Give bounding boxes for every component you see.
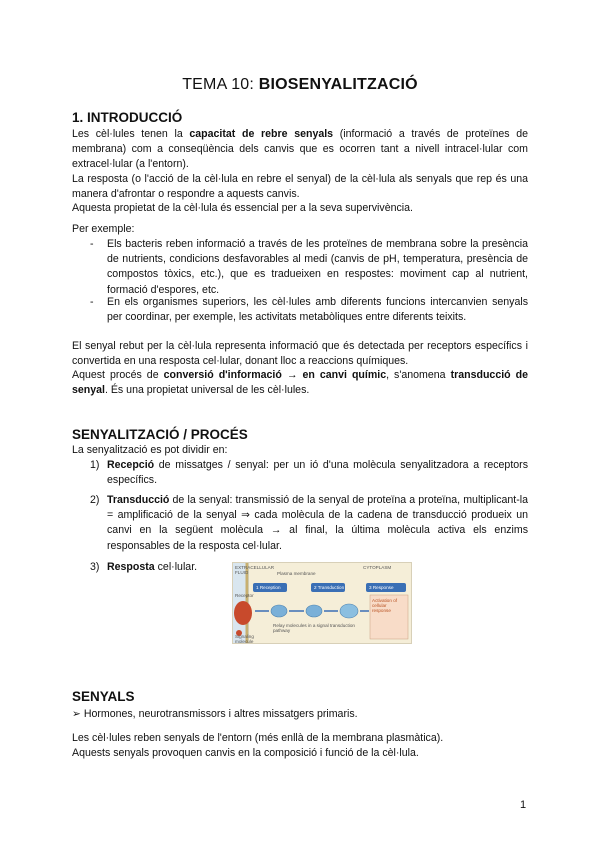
relay-molecule-1 xyxy=(271,605,287,617)
figure-label: Relay molecules in a signal transduction pathway xyxy=(273,623,355,633)
figure-label: 2 Transduction xyxy=(314,585,345,590)
receptor-shape xyxy=(234,601,252,625)
relay-molecule-3 xyxy=(340,604,358,618)
page-number: 1 xyxy=(520,799,527,811)
figure-label: 1 Reception xyxy=(256,585,281,590)
figure-label: 3 Response xyxy=(369,585,394,590)
senyals-paragraph-1: Les cèl·lules reben senyals de l'entorn (més enllà de la membrana plasmàtica). xyxy=(72,732,444,744)
section-heading-senyals: SENYALS xyxy=(72,689,135,704)
senyals-paragraph-2: Aquests senyals provoquen canvis en la composició i funció de la cèl·lula. xyxy=(72,747,419,759)
intro-paragraph-1: Les cèl·lules tenen la capacitat de rebre senyals (informació a través de proteïnes de membrana) com a conseqüència dels canvis que es ocorren tant a nivell intracel·lular com extracel·lular (a l'entorn). xyxy=(72,128,528,171)
figure-label: Signaling molecule xyxy=(235,634,254,644)
section-heading-introduccio: 1. INTRODUCCIÓ xyxy=(72,110,183,125)
intro-paragraph-4: El senyal rebut per la cèl·lula representa informació que és detectada per receptors específics i convertida en una resposta cel·lular, donant lloc a reaccions químiques. xyxy=(72,340,528,368)
figure-label: Activation of cellular response xyxy=(372,598,398,613)
figure-label: CYTOPLASM xyxy=(363,565,392,570)
figure-label: Receptor xyxy=(235,593,254,598)
intro-paragraph-2: La resposta (o l'acció de la cèl·lula en rebre el senyal) de la cèl·lula als senyals que rep és una manera d'afrontar o respondre a aquests canvis. xyxy=(72,173,528,201)
signal-transduction-figure xyxy=(232,562,412,644)
senyals-item: ➢ Hormones, neurotransmissors i altres missatgers primaris. xyxy=(72,708,358,720)
page-title: TEMA 10: BIOSENYALITZACIÓ xyxy=(182,76,418,93)
document-page: TEMA 10: BIOSENYALITZACIÓ 1. INTRODUCCIÓ Les cèl·lules tenen la capacitat de rebre senyals (informació a través de proteïnes de membrana) com a conseqüència dels canvis que es ocorren tant a nivell intracel·lular com extracel·lular (a l'entorn). La resposta (o l'acció de la cèl·lula en rebre el senyal) de la cèl·lula als senyals que rep és una manera d'afrontar o respondre a aquests canvis. Aquesta propietat de la cèl·lula és essencial per a la seva supervivència. Per exemple: - Els bacteris reben informació a través de les proteïnes de membrana sobre la presència de nutrients, condicions desfavorables al medi (canvis de pH, temperatura, presència de compostos tòxics, etc.), que es tradueixen en respostes: moviment cap al nutrient, formació d'espores, etc. - En els organismes superiors, les cèl·lules amb diferents funcions intercanvien senyals per coordinar, per exemple, les activitats metabòliques entre diferents teixits. El senyal rebut per la cèl·lula representa informació que és detectada per receptors específics i convertida en una resposta cel·lular, donant lloc a reaccions químiques. Aquest procés de conversió d'informació → en canvi químic, s'anomena transducció de senyal. És una propietat universal de les cèl·lules. SENYALITZACIÓ / PROCÉS La senyalització es pot dividir en: 1) Recepció de missatges / senyal: per un ió d'una molècula senyalitzadora a receptors específics. 2) Transducció de la senyal: transmissió de la senyal de proteïna a proteïna, multiplicant-la = amplificació de la senyal ⇒ cada molècula de la cadena de transducció produeix un canvi en la següent molècula → al final, la última molècula activa els enzims responsables de la resposta cel·lular. 3) Resposta cel·lular. EXTRACELLULAR FLUID CYTOPLASM Plasma membrane 1 Reception 2 Transduction 3 Response Receptor Relay molecules in a signal transduction pathway Signaling molecule Activation of cellular response SENYALS ➢ Hormones, neurotransmissors i altres missatgers primaris. Les cèl·lules reben senyals de l'entorn (més enllà de la membrana plasmàtica). Aquests senyals provoquen canvis en la composició i funció de la cèl·lula. 1 xyxy=(0,0,600,848)
process-lead: La senyalització es pot dividir en: xyxy=(72,444,228,456)
section-heading-senyalitzacio: SENYALITZACIÓ / PROCÉS xyxy=(72,427,248,442)
figure-label: EXTRACELLULAR FLUID xyxy=(235,565,275,575)
intro-paragraph-5: Aquest procés de conversió d'informació → en canvi químic, s'anomena transducció de senyal. És una propietat universal de les cèl·lules. xyxy=(72,369,529,397)
figure-label: Plasma membrane xyxy=(277,571,316,576)
example-label: Per exemple: xyxy=(72,223,135,235)
relay-molecule-2 xyxy=(306,605,322,617)
intro-paragraph-3: Aquesta propietat de la cèl·lula és essencial per a la seva supervivència. xyxy=(72,202,413,214)
